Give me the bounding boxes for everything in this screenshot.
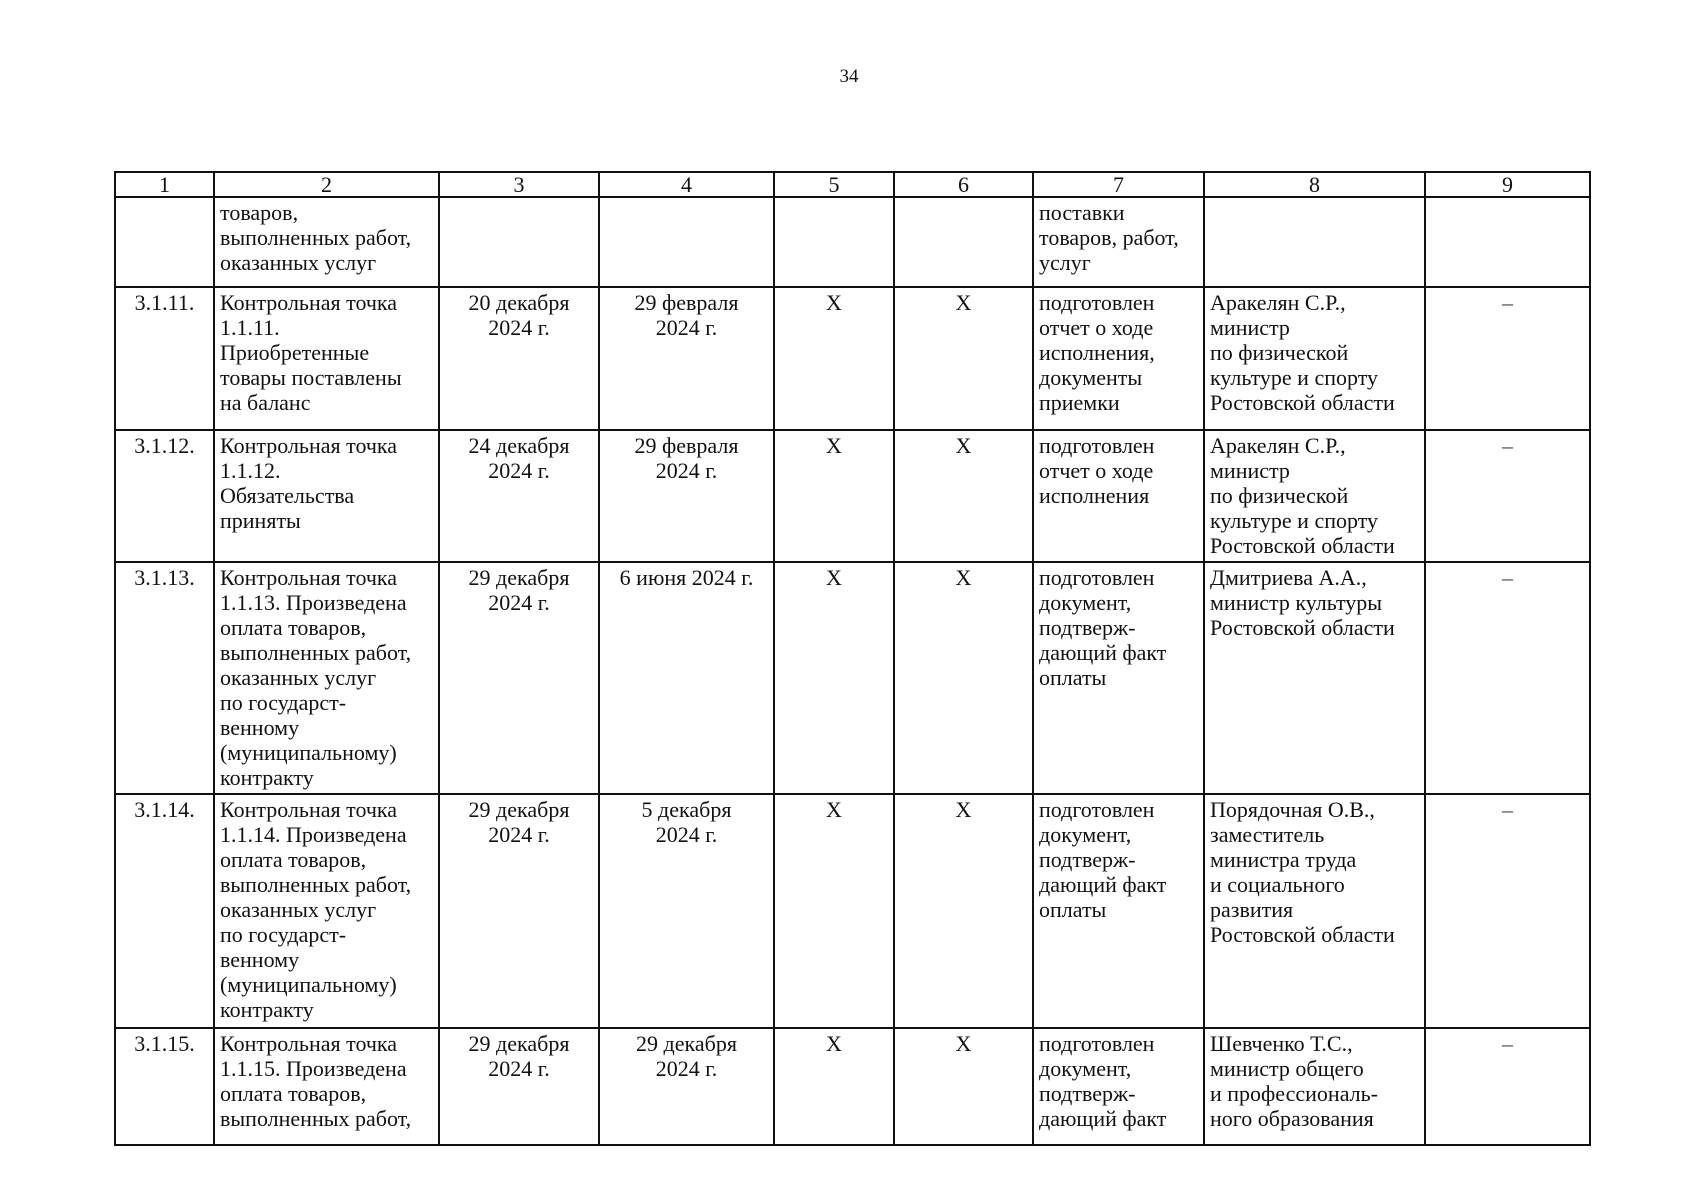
start-date-cell — [439, 197, 599, 287]
column-9-cell: – — [1425, 1028, 1590, 1145]
start-date-cell: 29 декабря 2024 г. — [439, 794, 599, 1028]
column-5-cell — [774, 197, 894, 287]
responsible-cell: Аракелян С.Р., министр по физической культуре и спорту Ростовской области — [1204, 430, 1425, 562]
document-cell: подготовлен отчет о ходе исполнения, документы приемки — [1033, 287, 1204, 430]
start-date-cell: 29 декабря 2024 г. — [439, 1028, 599, 1145]
end-date-cell — [599, 197, 774, 287]
column-header: 4 — [599, 172, 774, 197]
start-date-cell: 29 декабря 2024 г. — [439, 562, 599, 794]
column-header: 7 — [1033, 172, 1204, 197]
column-header: 8 — [1204, 172, 1425, 197]
row-number-cell: 3.1.13. — [115, 562, 214, 794]
table-row — [115, 562, 1590, 794]
document-cell: подготовлен документ, подтверж- дающий факт оплаты — [1033, 794, 1204, 1028]
control-point-name-cell: товаров, выполненных работ, оказанных услуг — [214, 197, 439, 287]
column-header: 1 — [115, 172, 214, 197]
control-point-name-cell: Контрольная точка 1.1.13. Произведена оплата товаров, выполненных работ, оказанных услуг по государст- венному (муниципальному) контракту — [214, 562, 439, 794]
end-date-cell: 29 декабря 2024 г. — [599, 1028, 774, 1145]
column-9-cell: – — [1425, 794, 1590, 1028]
column-9-cell: – — [1425, 430, 1590, 562]
column-9-cell: – — [1425, 287, 1590, 430]
end-date-cell: 6 июня 2024 г. — [599, 562, 774, 794]
document-cell: подготовлен документ, подтверж- дающий факт оплаты — [1033, 562, 1204, 794]
row-number-cell: 3.1.11. — [115, 287, 214, 430]
row-number-cell: 3.1.12. — [115, 430, 214, 562]
column-header: 6 — [894, 172, 1033, 197]
responsible-cell: Аракелян С.Р., министр по физической культуре и спорту Ростовской области — [1204, 287, 1425, 430]
document-cell: подготовлен отчет о ходе исполнения — [1033, 430, 1204, 562]
column-9-cell — [1425, 197, 1590, 287]
column-5-cell: X — [774, 287, 894, 430]
responsible-cell: Шевченко Т.С., министр общего и профессиональ- ного образования — [1204, 1028, 1425, 1145]
end-date-cell: 29 февраля 2024 г. — [599, 430, 774, 562]
row-number-cell: 3.1.14. — [115, 794, 214, 1028]
table-row — [115, 1028, 1590, 1145]
table-row — [115, 197, 1590, 287]
column-header: 9 — [1425, 172, 1590, 197]
table-row — [115, 794, 1590, 1028]
column-6-cell: X — [894, 562, 1033, 794]
document-cell: подготовлен документ, подтверж- дающий факт — [1033, 1028, 1204, 1145]
row-number-cell — [115, 197, 214, 287]
column-5-cell: X — [774, 794, 894, 1028]
responsible-cell: Порядочная О.В., заместитель министра труда и социального развития Ростовской области — [1204, 794, 1425, 1028]
column-9-cell: – — [1425, 562, 1590, 794]
start-date-cell: 20 декабря 2024 г. — [439, 287, 599, 430]
responsible-cell — [1204, 197, 1425, 287]
column-header: 3 — [439, 172, 599, 197]
table-row — [115, 287, 1590, 430]
column-6-cell — [894, 197, 1033, 287]
column-header: 5 — [774, 172, 894, 197]
table-header-row — [115, 172, 1590, 197]
row-number-cell: 3.1.15. — [115, 1028, 214, 1145]
column-5-cell: X — [774, 430, 894, 562]
table-row — [115, 430, 1590, 562]
page-number: 34 — [839, 66, 859, 87]
document-cell: поставки товаров, работ, услуг — [1033, 197, 1204, 287]
column-header: 2 — [214, 172, 439, 197]
start-date-cell: 24 декабря 2024 г. — [439, 430, 599, 562]
column-6-cell: X — [894, 794, 1033, 1028]
column-5-cell: X — [774, 1028, 894, 1145]
control-points-table — [114, 171, 1591, 1146]
column-6-cell: X — [894, 1028, 1033, 1145]
end-date-cell: 29 февраля 2024 г. — [599, 287, 774, 430]
control-point-name-cell: Контрольная точка 1.1.14. Произведена оплата товаров, выполненных работ, оказанных услуг по государст- венному (муниципальному) контракту — [214, 794, 439, 1028]
end-date-cell: 5 декабря 2024 г. — [599, 794, 774, 1028]
column-5-cell: X — [774, 562, 894, 794]
responsible-cell: Дмитриева А.А., министр культуры Ростовской области — [1204, 562, 1425, 794]
column-6-cell: X — [894, 430, 1033, 562]
control-point-name-cell: Контрольная точка 1.1.15. Произведена оплата товаров, выполненных работ, — [214, 1028, 439, 1145]
control-point-name-cell: Контрольная точка 1.1.11. Приобретенные товары поставлены на баланс — [214, 287, 439, 430]
control-point-name-cell: Контрольная точка 1.1.12. Обязательства приняты — [214, 430, 439, 562]
column-6-cell: X — [894, 287, 1033, 430]
